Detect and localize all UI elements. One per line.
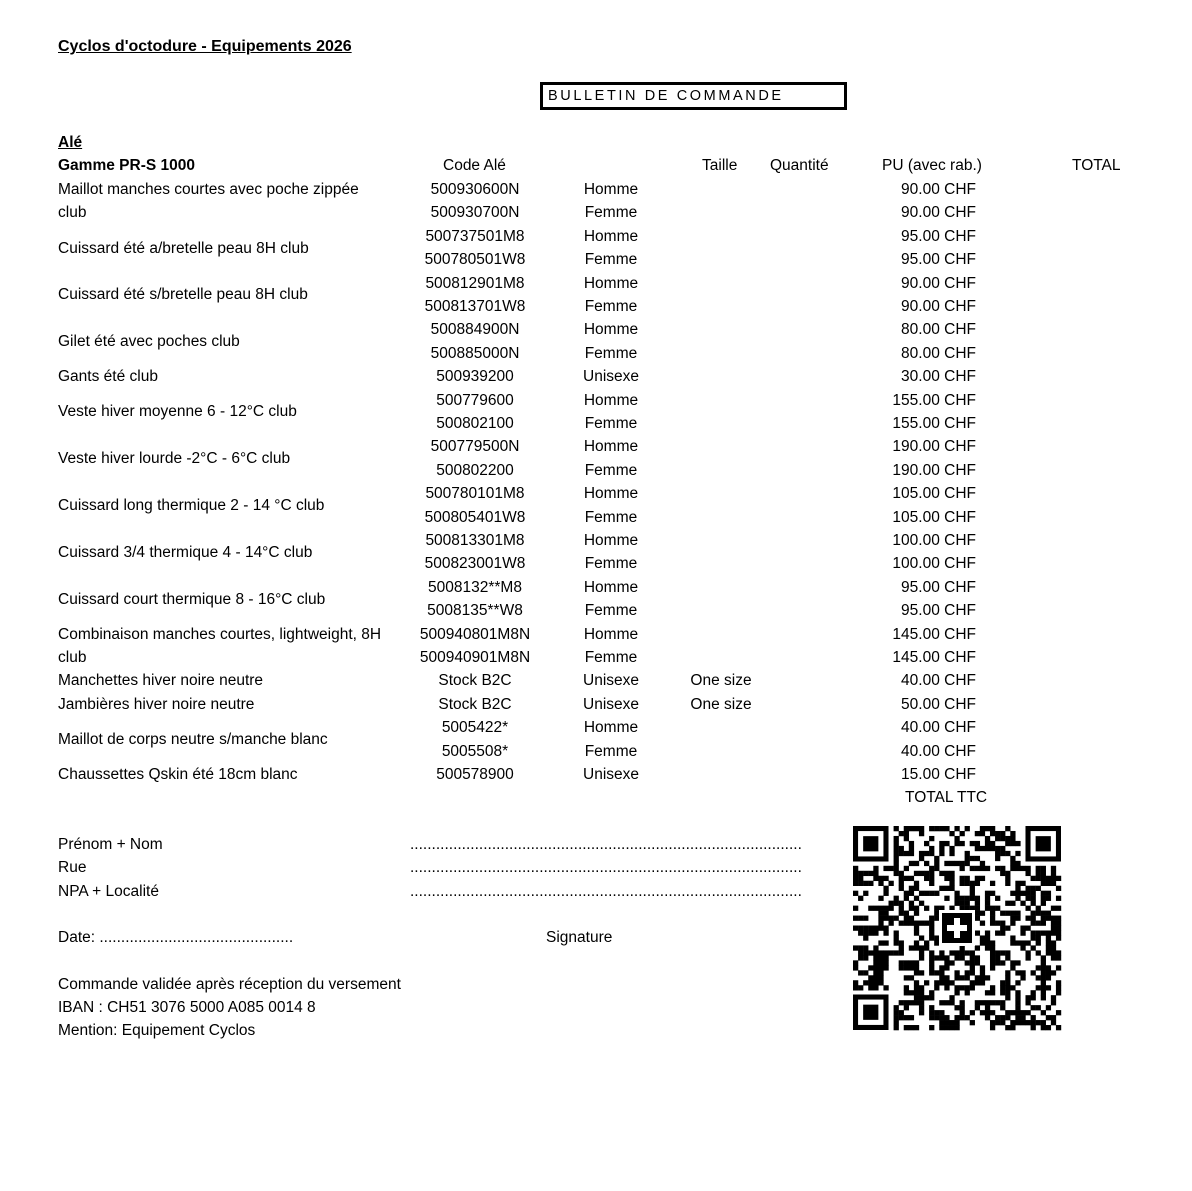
unit-price-cell: 80.00 CHF <box>901 321 976 339</box>
size-column-header: Taille <box>702 157 738 174</box>
date-field[interactable]: Date: ............................................. <box>58 929 294 946</box>
product-code: 500823001W8 <box>424 555 526 573</box>
unit-price-cell: 30.00 CHF <box>901 368 976 386</box>
order-form-title: BULLETIN DE COMMANDE <box>540 82 847 110</box>
product-name: Veste hiver moyenne 6 - 12°C club <box>58 403 297 421</box>
product-code: 500939200 <box>436 368 514 386</box>
product-code: 500578900 <box>436 766 514 783</box>
gender-cell: Homme <box>583 719 639 737</box>
street-label: Rue <box>58 859 87 876</box>
gender-cell: Femme <box>584 649 638 666</box>
name-label: Prénom + Nom <box>58 836 163 853</box>
gender-cell: Femme <box>584 415 638 432</box>
gender-cell: Femme <box>584 344 638 362</box>
unit-price-cell: 90.00 CHF <box>901 181 976 198</box>
product-code: 500805401W8 <box>424 508 526 526</box>
product-code: 5005422* <box>441 719 509 737</box>
total-ttc-label: TOTAL TTC <box>905 789 988 806</box>
gender-cell: Femme <box>584 508 638 526</box>
gender-cell: Unisexe <box>583 368 639 386</box>
unit-price-cell: 95.00 CHF <box>901 251 976 269</box>
gender-cell: Unisexe <box>583 695 639 713</box>
unit-price-cell: 145.00 CHF <box>892 625 976 643</box>
product-name: Cuissard long thermique 2 - 14 °C club <box>58 496 325 514</box>
product-code: 500884900N <box>430 321 520 339</box>
gender-cell: Homme <box>583 438 639 456</box>
unit-price-cell: 95.00 CHF <box>901 602 976 620</box>
gender-cell: Homme <box>583 532 639 549</box>
signature-label: Signature <box>546 929 613 946</box>
product-code: 500812901M8 <box>425 274 525 292</box>
gender-cell: Femme <box>584 461 638 479</box>
product-code: 500930700N <box>430 204 520 222</box>
unit-price-cell: 40.00 CHF <box>901 719 976 737</box>
size-cell: One size <box>690 695 752 713</box>
product-code: Stock B2C <box>438 672 512 690</box>
product-code: 500813701W8 <box>424 298 526 315</box>
gender-cell: Homme <box>583 485 639 503</box>
unit-price-cell: 155.00 CHF <box>892 415 976 432</box>
product-code: 500940901M8N <box>419 649 531 666</box>
product-code: 500779600 <box>436 391 514 409</box>
unit-price-cell: 90.00 CHF <box>901 274 976 292</box>
unit-price-cell: 50.00 CHF <box>901 695 976 713</box>
product-name: Jambières hiver noire neutre <box>58 695 255 713</box>
gender-cell: Femme <box>584 742 638 760</box>
product-code: 500940801M8N <box>419 625 531 643</box>
gender-cell: Homme <box>583 321 639 339</box>
product-code: 500802100 <box>436 415 514 432</box>
product-code: 500780501W8 <box>424 251 526 269</box>
gender-cell: Homme <box>583 578 639 596</box>
swiss-qr-code-icon <box>853 826 1061 1030</box>
product-name: Gilet été avec poches club <box>58 333 240 351</box>
gender-cell: Homme <box>583 181 639 198</box>
unit-price-cell: 190.00 CHF <box>892 438 976 456</box>
product-code: 500813301M8 <box>425 532 525 549</box>
quantity-column-header: Quantité <box>770 157 829 174</box>
gender-cell: Homme <box>583 227 639 245</box>
product-name: Cuissard été s/bretelle peau 8H club <box>58 286 308 304</box>
gender-cell: Unisexe <box>583 672 639 690</box>
unit-price-cell: 155.00 CHF <box>892 391 976 409</box>
total-column-header: TOTAL <box>1072 157 1121 174</box>
product-name: Cuissard 3/4 thermique 4 - 14°C club <box>58 543 313 561</box>
name-field[interactable]: ........................................................................................... <box>410 836 802 853</box>
document-title: Cyclos d'octodure - Equipements 2026 <box>58 38 352 55</box>
unit-price-cell: 80.00 CHF <box>901 344 976 362</box>
gender-cell: Femme <box>584 602 638 620</box>
street-field[interactable]: ........................................................................................... <box>410 859 802 876</box>
unit-price-cell: 105.00 CHF <box>892 508 976 526</box>
unit-price-cell: 95.00 CHF <box>901 578 976 596</box>
product-name: Gants été club <box>58 368 158 386</box>
unit-price-cell: 95.00 CHF <box>901 227 976 245</box>
product-code: Stock B2C <box>438 695 512 713</box>
product-code: 500802200 <box>436 461 514 479</box>
product-code: 5005508* <box>441 742 509 760</box>
product-code: 500779500N <box>430 438 520 456</box>
product-name: Veste hiver lourde -2°C - 6°C club <box>58 450 291 468</box>
gender-cell: Femme <box>584 298 638 315</box>
payment-mention: Mention: Equipement Cyclos <box>58 1022 256 1039</box>
unit-price-cell: 190.00 CHF <box>892 461 976 479</box>
unit-price-column-header: PU (avec rab.) <box>882 157 982 174</box>
city-field[interactable]: ........................................................................................... <box>410 883 802 900</box>
unit-price-cell: 145.00 CHF <box>892 649 976 666</box>
gender-cell: Homme <box>583 274 639 292</box>
product-name: Cuissard court thermique 8 - 16°C club <box>58 590 326 608</box>
product-name: Maillot de corps neutre s/manche blanc <box>58 730 328 748</box>
product-name: Manchettes hiver noire neutre <box>58 672 264 690</box>
unit-price-cell: 105.00 CHF <box>892 485 976 503</box>
gender-cell: Unisexe <box>583 766 639 783</box>
product-code: 500737501M8 <box>425 227 525 245</box>
product-code: 500885000N <box>430 344 520 362</box>
product-name: club <box>58 649 87 666</box>
code-column-header: Code Alé <box>443 157 506 174</box>
gender-cell: Femme <box>584 204 638 222</box>
gender-cell: Homme <box>583 625 639 643</box>
gender-cell: Femme <box>584 251 638 269</box>
product-code: 5008132**M8 <box>428 578 522 596</box>
gender-cell: Femme <box>584 555 638 573</box>
iban-text: IBAN : CH51 3076 5000 A085 0014 8 <box>58 999 316 1016</box>
brand-heading: Alé <box>58 134 83 151</box>
product-name: club <box>58 204 87 222</box>
city-label: NPA + Localité <box>58 883 159 900</box>
product-name: Maillot manches courtes avec poche zippée <box>58 181 359 198</box>
unit-price-cell: 100.00 CHF <box>892 555 976 573</box>
product-code: 5008135**W8 <box>427 602 523 620</box>
range-header: Gamme PR-S 1000 <box>58 157 195 174</box>
unit-price-cell: 40.00 CHF <box>901 742 976 760</box>
payment-note: Commande validée après réception du versement <box>58 976 401 993</box>
product-code: 500780101M8 <box>425 485 525 503</box>
unit-price-cell: 100.00 CHF <box>892 532 976 549</box>
product-name: Combinaison manches courtes, lightweight, 8H <box>58 625 382 643</box>
product-name: Cuissard été a/bretelle peau 8H club <box>58 239 309 257</box>
unit-price-cell: 90.00 CHF <box>901 204 976 222</box>
size-cell: One size <box>690 672 752 690</box>
unit-price-cell: 15.00 CHF <box>901 766 976 783</box>
product-code: 500930600N <box>430 181 520 198</box>
gender-cell: Homme <box>583 391 639 409</box>
unit-price-cell: 90.00 CHF <box>901 298 976 315</box>
unit-price-cell: 40.00 CHF <box>901 672 976 690</box>
product-name: Chaussettes Qskin été 18cm blanc <box>58 766 298 783</box>
